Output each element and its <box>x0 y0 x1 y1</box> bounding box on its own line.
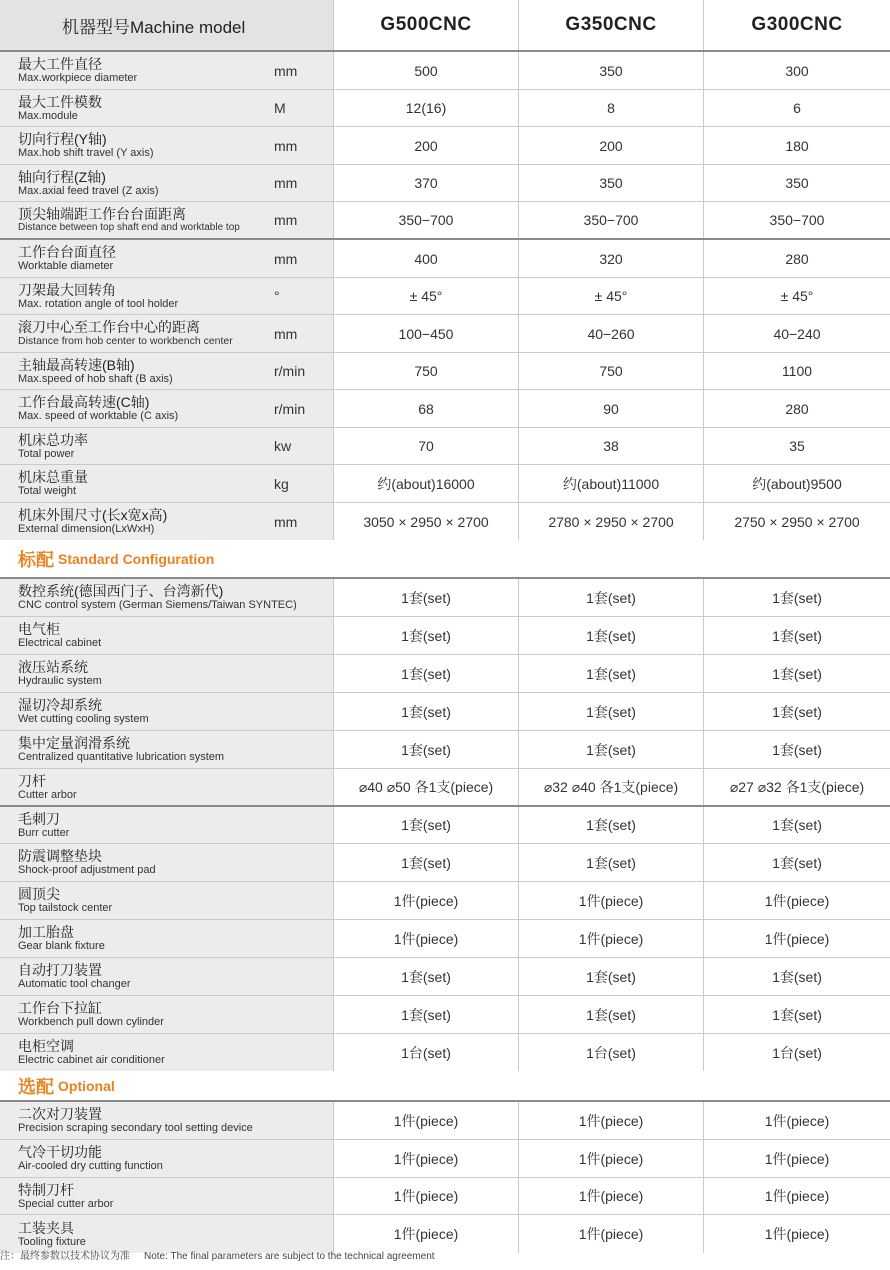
spec-name-zh: 工作台最高转速(C轴) <box>18 394 150 410</box>
config-label-cell <box>0 996 334 1033</box>
spec-unit: kw <box>274 438 292 454</box>
optional-value: 1件(piece) <box>764 1226 830 1242</box>
spec-row <box>0 240 890 278</box>
spec-value: 500 <box>334 52 519 89</box>
config-name-en: Burr cutter <box>18 826 70 839</box>
config-label-cell <box>0 769 334 805</box>
spec-row <box>0 165 890 202</box>
config-value: 1套(set) <box>772 703 822 720</box>
spec-label-cell <box>0 503 334 540</box>
spec-value: 400 <box>334 240 519 277</box>
spec-name-zh: 机床外围尺寸(长x宽x高) <box>18 507 168 523</box>
config-value: 1套(set) <box>772 854 822 871</box>
optional-value: 1件(piece) <box>764 1112 830 1129</box>
optional-row <box>0 1140 890 1178</box>
config-row <box>0 1034 890 1071</box>
spec-row <box>0 202 890 240</box>
config-value: 1套(set) <box>772 589 822 606</box>
config-name-en: Wet cutting cooling system <box>18 713 149 725</box>
spec-value: 90 <box>519 390 704 427</box>
spec-name-en: Total power <box>18 447 75 460</box>
optional-name-en: Precision scraping secondary tool setting device <box>18 1122 253 1134</box>
spec-name-en: Distance from hob center to workbench center <box>18 335 233 347</box>
spec-unit: ° <box>274 288 280 304</box>
model-name: G300CNC <box>751 14 843 35</box>
spec-row <box>0 503 890 540</box>
spec-value: 1100 <box>781 363 813 379</box>
spec-row <box>0 428 890 465</box>
optional-label-cell <box>0 1178 334 1214</box>
model-name: G500CNC <box>334 0 519 50</box>
config-value: 1套(set) <box>772 665 822 682</box>
spec-name-zh: 切向行程(Y轴) <box>18 131 107 147</box>
spec-value: 180 <box>785 137 809 154</box>
spec-value: 320 <box>519 240 704 277</box>
config-name-zh: 电柜空调 <box>18 1038 74 1054</box>
config-name-en: Automatic tool changer <box>18 978 131 990</box>
spec-row <box>0 353 890 390</box>
spec-name-zh: 主轴最高转速(B轴) <box>18 356 135 373</box>
optional-value: 1件(piece) <box>519 1178 704 1214</box>
spec-value: 350 <box>519 52 704 89</box>
spec-value: ± 45° <box>780 288 814 304</box>
config-value: 1套(set) <box>772 817 822 833</box>
spec-label-cell <box>0 278 334 314</box>
spec-label-cell <box>0 127 334 164</box>
optional-value: 1件(piece) <box>334 1178 519 1214</box>
footnote-zh: 注：最终参数以技术协议为准 <box>0 1251 130 1262</box>
config-row <box>0 769 890 807</box>
spec-value: 12(16) <box>334 90 519 126</box>
spec-value: 350−700 <box>519 202 704 238</box>
spec-row <box>0 465 890 503</box>
spec-value: 38 <box>519 428 704 464</box>
section-title-zh: 选配 <box>18 1076 54 1097</box>
config-value: 1套(set) <box>334 731 519 768</box>
optional-value: 1件(piece) <box>334 1102 519 1139</box>
spec-name-en: Max. rotation angle of tool holder <box>18 297 179 310</box>
config-name-en: CNC control system (German Siemens/Taiwan SYNTEC) <box>18 599 297 611</box>
config-value: 1套(set) <box>519 693 704 730</box>
spec-unit: M <box>274 100 286 116</box>
spec-value: 70 <box>334 428 519 464</box>
config-value: 1件(piece) <box>519 920 704 957</box>
config-row <box>0 655 890 693</box>
optional-value: 1件(piece) <box>764 1188 830 1204</box>
config-name-zh: 工作台下拉缸 <box>18 1000 102 1016</box>
config-value: 1件(piece) <box>764 930 830 947</box>
footnote-en: Note: The final parameters are subject to the technical agreement <box>144 1251 435 1262</box>
optional-row <box>0 1178 890 1215</box>
optional-name-en: Tooling fixture <box>18 1235 86 1248</box>
config-value: 1套(set) <box>334 655 519 692</box>
config-value: 1件(piece) <box>334 882 519 919</box>
config-name-zh: 刀杆 <box>18 772 46 789</box>
optional-value: 1件(piece) <box>334 1215 519 1253</box>
spec-unit: mm <box>274 212 298 228</box>
spec-label-cell <box>0 90 334 126</box>
config-name-zh: 液压站系统 <box>18 659 88 675</box>
optional-name-zh: 气冷干切功能 <box>18 1144 102 1160</box>
spec-label-cell <box>0 428 334 464</box>
config-value: 1台(set) <box>334 1034 519 1071</box>
spec-unit: r/min <box>274 400 306 417</box>
config-value: 1套(set) <box>519 579 704 616</box>
config-name-en: Centralized quantitative lubrication system <box>18 751 225 763</box>
spec-name-en: Max. speed of worktable (C axis) <box>18 410 179 422</box>
config-value: 1套(set) <box>519 958 704 995</box>
config-value: 1套(set) <box>772 627 822 644</box>
config-value: 1套(set) <box>519 996 704 1033</box>
config-label-cell <box>0 958 334 995</box>
spec-value: 350 <box>785 175 809 191</box>
spec-value: 370 <box>334 165 519 201</box>
spec-label-cell <box>0 465 334 502</box>
config-name-zh: 电气柜 <box>18 621 60 637</box>
optional-name-en: Special cutter arbor <box>18 1197 114 1210</box>
config-label-cell <box>0 731 334 768</box>
spec-value: 6 <box>793 100 801 116</box>
config-value: 1套(set) <box>519 807 704 843</box>
spec-value: 350−700 <box>334 202 519 238</box>
config-label-cell <box>0 1034 334 1071</box>
config-value: 1套(set) <box>334 807 519 843</box>
config-name-zh: 湿切冷却系统 <box>18 697 102 713</box>
footnote <box>0 1247 449 1262</box>
spec-value: 8 <box>519 90 704 126</box>
spec-row <box>0 390 890 428</box>
spec-value: 2750 × 2950 × 2700 <box>734 513 860 530</box>
config-name-en: Shock-proof adjustment pad <box>18 864 156 876</box>
config-value: 1件(piece) <box>334 920 519 957</box>
spec-label-cell <box>0 165 334 201</box>
config-label-cell <box>0 882 334 919</box>
config-value: 1件(piece) <box>764 892 830 909</box>
config-value: 1套(set) <box>772 968 822 985</box>
spec-name-zh: 最大工件模数 <box>18 93 102 110</box>
config-value: ⌀32 ⌀40 各1支(piece) <box>519 769 704 805</box>
spec-value: 约(about)16000 <box>334 465 519 502</box>
spec-value: 750 <box>519 353 704 389</box>
config-value: ⌀27 ⌀32 各1支(piece) <box>729 779 865 795</box>
spec-row <box>0 52 890 90</box>
spec-value: 100−450 <box>334 315 519 352</box>
config-name-en: Workbench pull down cylinder <box>18 1016 164 1028</box>
section-title-en: Optional <box>58 1077 115 1094</box>
config-row <box>0 617 890 655</box>
config-label-cell <box>0 579 334 616</box>
optional-label-cell <box>0 1140 334 1177</box>
spec-row <box>0 127 890 165</box>
spec-value: 280 <box>785 250 809 267</box>
spec-name-en: Max.hob shift travel (Y axis) <box>18 147 154 159</box>
spec-name-zh: 机床总重量 <box>18 469 88 485</box>
spec-value: 40−260 <box>519 315 704 352</box>
config-value: 1台(set) <box>772 1044 822 1061</box>
spec-unit: kg <box>274 475 289 492</box>
config-value: ⌀40 ⌀50 各1支(piece) <box>334 769 519 805</box>
spec-name-zh: 机床总功率 <box>18 431 88 448</box>
spec-name-en: Total weight <box>18 485 77 497</box>
spec-unit: mm <box>274 137 298 154</box>
config-row <box>0 996 890 1034</box>
optional-name-zh: 工装夹具 <box>18 1219 74 1236</box>
config-name-zh: 数控系统(德国西门子、台湾新代) <box>18 583 224 599</box>
spec-value: 750 <box>334 353 519 389</box>
spec-name-en: Max.module <box>18 109 78 122</box>
spec-value: 35 <box>789 438 805 454</box>
config-label-cell <box>0 807 334 843</box>
config-name-en: Hydraulic system <box>18 675 102 687</box>
config-value: 1套(set) <box>334 958 519 995</box>
optional-name-zh: 二次对刀装置 <box>18 1106 102 1122</box>
spec-value: 68 <box>334 390 519 427</box>
config-value: 1套(set) <box>772 1006 822 1023</box>
spec-unit: r/min <box>274 363 306 379</box>
spec-value: ± 45° <box>334 278 519 314</box>
spec-unit: mm <box>274 250 298 267</box>
spec-name-en: Max.speed of hob shaft (B axis) <box>18 372 173 385</box>
config-name-zh: 加工胎盘 <box>18 924 74 940</box>
config-label-cell <box>0 617 334 654</box>
config-name-en: Top tailstock center <box>18 902 113 914</box>
config-row <box>0 579 890 617</box>
optional-name-en: Air-cooled dry cutting function <box>18 1160 163 1172</box>
spec-label-cell <box>0 390 334 427</box>
spec-row <box>0 315 890 353</box>
spec-label-cell <box>0 353 334 389</box>
config-row <box>0 731 890 769</box>
spec-value: 40−240 <box>773 325 821 342</box>
spec-name-en: External dimension(LxWxH) <box>18 523 155 535</box>
optional-value: 1件(piece) <box>519 1140 704 1177</box>
config-name-en: Cutter arbor <box>18 788 77 801</box>
spec-value: 300 <box>785 62 809 79</box>
standard-config-heading <box>0 540 890 579</box>
spec-row <box>0 278 890 315</box>
optional-value: 1件(piece) <box>764 1150 830 1167</box>
config-label-cell <box>0 920 334 957</box>
config-label-cell <box>0 655 334 692</box>
config-row <box>0 920 890 958</box>
section-title-zh: 标配 <box>18 549 54 570</box>
config-value: 1套(set) <box>519 655 704 692</box>
spec-row <box>0 90 890 127</box>
spec-unit: mm <box>274 175 298 191</box>
config-value: 1台(set) <box>519 1034 704 1071</box>
spec-value: 约(about)11000 <box>519 465 704 502</box>
spec-value: 2780 × 2950 × 2700 <box>519 503 704 540</box>
optional-value: 1件(piece) <box>334 1140 519 1177</box>
config-name-en: Electric cabinet air conditioner <box>18 1054 165 1066</box>
spec-value: 200 <box>334 127 519 164</box>
config-row <box>0 693 890 731</box>
config-name-en: Electrical cabinet <box>18 637 102 649</box>
header-label-cell <box>0 0 334 50</box>
spec-name-zh: 滚刀中心至工作台中心的距离 <box>18 319 200 335</box>
spec-name-zh: 最大工件直径 <box>18 56 102 72</box>
config-value: 1件(piece) <box>519 882 704 919</box>
spec-value: 约(about)9500 <box>752 475 842 492</box>
model-name: G350CNC <box>519 0 704 50</box>
spec-name-zh: 刀架最大回转角 <box>18 281 116 298</box>
config-row <box>0 882 890 920</box>
spec-name-en: Max.workpiece diameter <box>18 72 138 84</box>
spec-unit: mm <box>274 513 298 530</box>
spec-value: 350−700 <box>769 212 825 228</box>
optional-value: 1件(piece) <box>519 1215 704 1253</box>
config-name-zh: 毛刺刀 <box>18 810 60 827</box>
spec-label-cell <box>0 240 334 277</box>
spec-label-cell <box>0 202 334 238</box>
spec-unit: mm <box>274 62 298 79</box>
config-name-zh: 圆顶尖 <box>18 886 60 902</box>
config-value: 1套(set) <box>334 617 519 654</box>
spec-name-zh: 顶尖轴端距工作台台面距离 <box>18 205 186 222</box>
optional-name-zh: 特制刀杆 <box>18 1181 74 1198</box>
table-header-row <box>0 0 890 52</box>
config-row <box>0 844 890 882</box>
config-value: 1套(set) <box>334 844 519 881</box>
spec-unit: mm <box>274 325 298 342</box>
spec-name-en: Max.axial feed travel (Z axis) <box>18 184 159 197</box>
table-title: 机器型号Machine model <box>62 17 246 37</box>
config-value: 1套(set) <box>519 844 704 881</box>
spec-value: 3050 × 2950 × 2700 <box>334 503 519 540</box>
optional-config-heading <box>0 1071 890 1102</box>
optional-row <box>0 1102 890 1140</box>
optional-label-cell <box>0 1102 334 1139</box>
spec-name-zh: 工作台台面直径 <box>18 244 116 260</box>
spec-value: ± 45° <box>519 278 704 314</box>
optional-value: 1件(piece) <box>519 1102 704 1139</box>
config-value: 1套(set) <box>334 579 519 616</box>
config-value: 1套(set) <box>334 693 519 730</box>
spec-label-cell <box>0 315 334 352</box>
section-title-en: Standard Configuration <box>58 550 215 567</box>
config-name-zh: 集中定量润滑系统 <box>18 735 130 751</box>
config-value: 1套(set) <box>334 996 519 1033</box>
config-name-zh: 防震调整垫块 <box>18 848 102 864</box>
spec-value: 350 <box>519 165 704 201</box>
config-value: 1套(set) <box>519 731 704 768</box>
spec-value: 200 <box>519 127 704 164</box>
spec-label-cell <box>0 52 334 89</box>
config-value: 1套(set) <box>519 617 704 654</box>
config-name-en: Gear blank fixture <box>18 940 105 952</box>
config-value: 1套(set) <box>772 741 822 758</box>
spec-name-en: Distance between top shaft end and worktable top <box>18 221 240 233</box>
config-row <box>0 958 890 996</box>
config-label-cell <box>0 693 334 730</box>
config-label-cell <box>0 844 334 881</box>
spec-name-zh: 轴向行程(Z轴) <box>18 168 106 185</box>
config-name-zh: 自动打刀装置 <box>18 962 102 978</box>
spec-value: 280 <box>785 400 809 417</box>
config-row <box>0 807 890 844</box>
spec-name-en: Worktable diameter <box>18 260 114 272</box>
